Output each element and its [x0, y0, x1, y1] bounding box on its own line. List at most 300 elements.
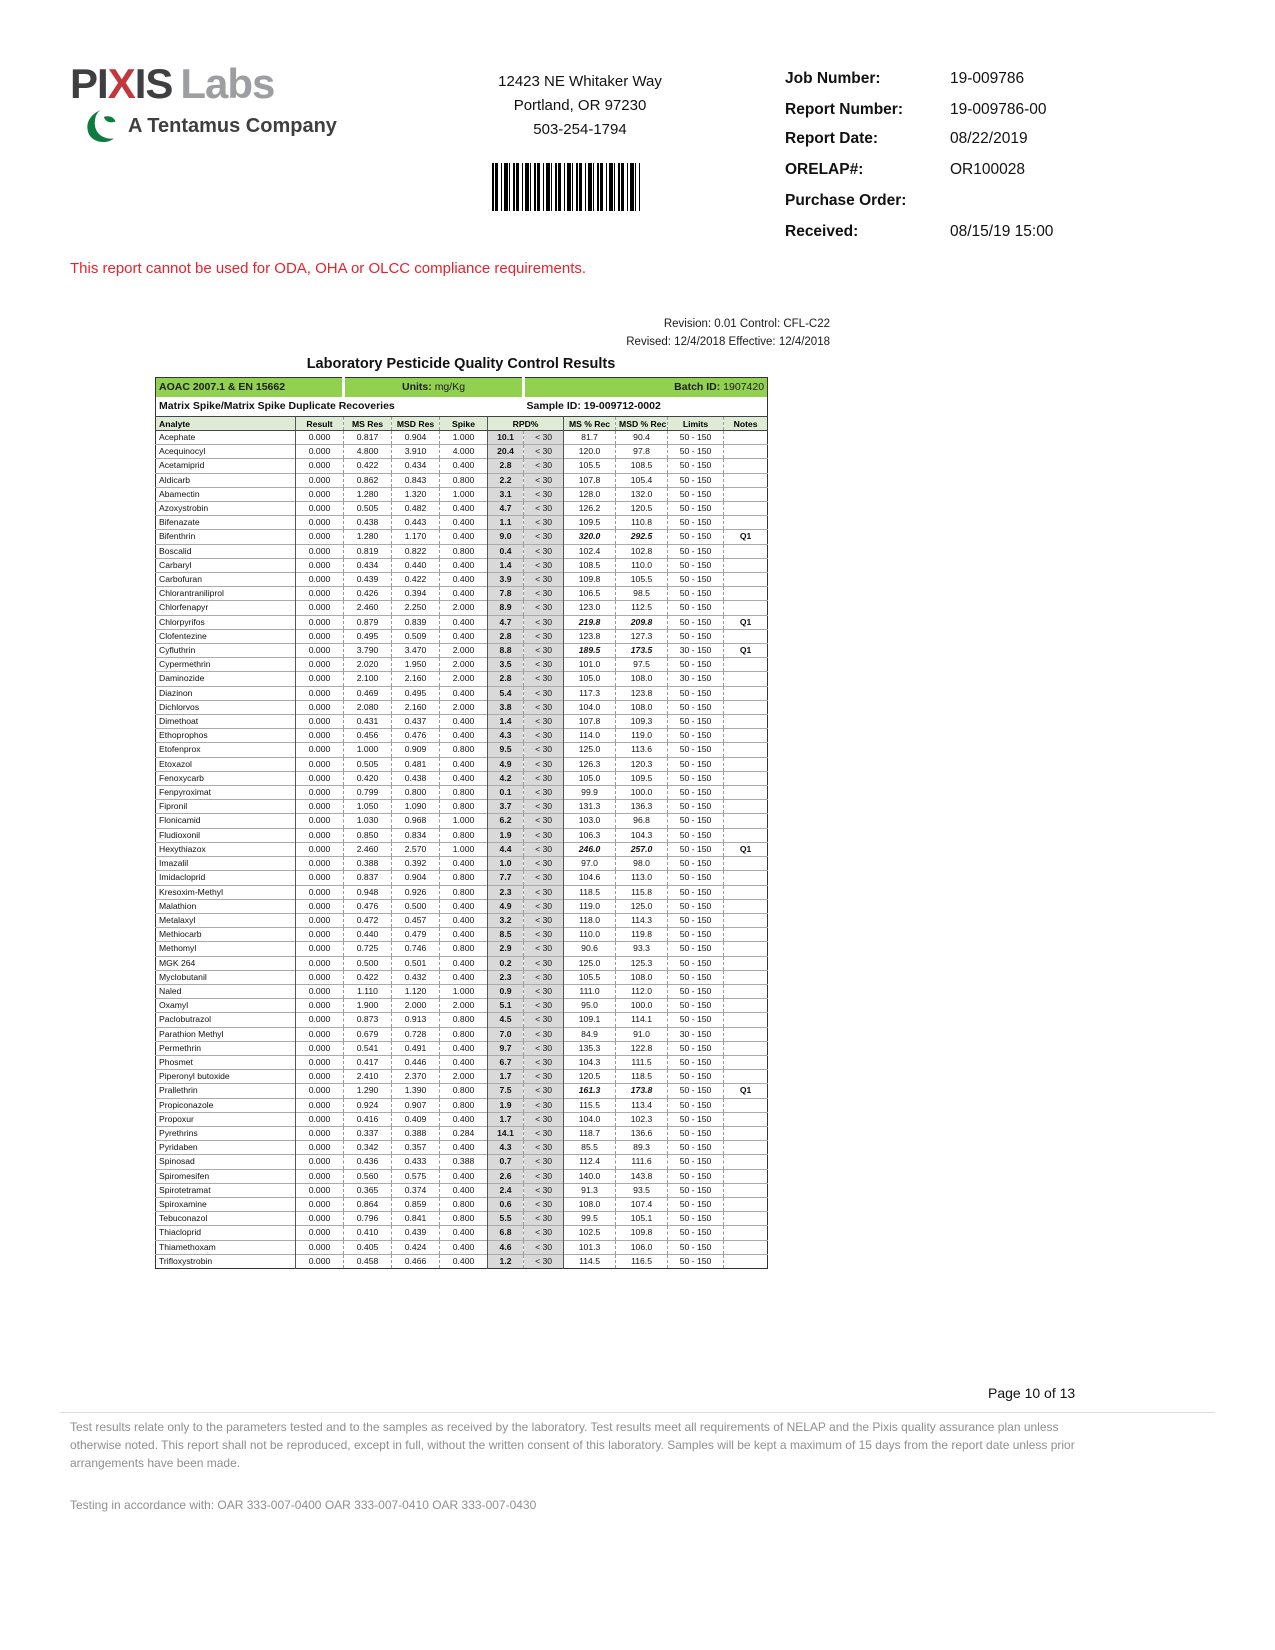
msd-res-cell: 3.910	[392, 445, 440, 459]
table-green-bar	[156, 378, 768, 397]
spike-cell: 0.800	[440, 800, 488, 814]
notes-cell	[724, 1112, 768, 1126]
result-cell: 0.000	[296, 729, 344, 743]
col-analyte: Analyte	[156, 417, 296, 431]
limits-cell: 50 - 150	[668, 800, 724, 814]
result-cell: 0.000	[296, 573, 344, 587]
rpd-cell: 4.3	[488, 729, 524, 743]
orelap-value: OR100028	[950, 161, 1025, 178]
ms-rec-cell: 118.0	[564, 913, 616, 927]
msd-res-cell: 0.374	[392, 1183, 440, 1197]
result-cell: 0.000	[296, 1155, 344, 1169]
ms-res-cell: 1.900	[344, 999, 392, 1013]
ms-res-cell: 0.469	[344, 686, 392, 700]
result-cell: 0.000	[296, 970, 344, 984]
ms-rec-cell: 105.0	[564, 771, 616, 785]
analyte-cell: Hexythiazox	[156, 842, 296, 856]
analyte-cell: Cypermethrin	[156, 658, 296, 672]
msd-res-cell: 0.909	[392, 743, 440, 757]
limits-cell: 50 - 150	[668, 871, 724, 885]
ms-rec-cell: 140.0	[564, 1169, 616, 1183]
result-cell: 0.000	[296, 686, 344, 700]
notes-cell	[724, 871, 768, 885]
msd-res-cell: 0.479	[392, 928, 440, 942]
table-row	[156, 828, 768, 842]
result-cell: 0.000	[296, 1070, 344, 1084]
msd-res-cell: 0.495	[392, 686, 440, 700]
notes-cell	[724, 473, 768, 487]
table-row	[156, 445, 768, 459]
rpd-cell: 8.5	[488, 928, 524, 942]
rpd-cell: 1.9	[488, 1098, 524, 1112]
table-row	[156, 530, 768, 544]
msd-res-cell: 0.839	[392, 615, 440, 629]
table-title: Laboratory Pesticide Quality Control Results	[306, 356, 616, 372]
spike-cell: 0.400	[440, 1055, 488, 1069]
ms-rec-cell: 120.0	[564, 445, 616, 459]
rpd-limit-cell: < 30	[524, 771, 564, 785]
result-cell: 0.000	[296, 644, 344, 658]
logo-wordmark	[70, 62, 337, 106]
rpd-limit-cell: < 30	[524, 1084, 564, 1098]
limits-cell: 50 - 150	[668, 757, 724, 771]
ms-res-cell: 1.280	[344, 487, 392, 501]
msd-rec-cell: 110.8	[616, 516, 668, 530]
msd-rec-cell: 97.8	[616, 445, 668, 459]
result-cell: 0.000	[296, 1183, 344, 1197]
result-cell: 0.000	[296, 1013, 344, 1027]
limits-cell: 50 - 150	[668, 729, 724, 743]
msd-rec-cell: 173.8	[616, 1084, 668, 1098]
rpd-cell: 2.8	[488, 629, 524, 643]
ms-rec-cell: 95.0	[564, 999, 616, 1013]
msd-rec-cell: 109.5	[616, 771, 668, 785]
rpd-limit-cell: < 30	[524, 672, 564, 686]
analyte-cell: Piperonyl butoxide	[156, 1070, 296, 1084]
analyte-cell: Oxamyl	[156, 999, 296, 1013]
ms-res-cell: 0.438	[344, 516, 392, 530]
spike-cell: 0.800	[440, 828, 488, 842]
limits-cell: 50 - 150	[668, 502, 724, 516]
rpd-cell: 4.7	[488, 502, 524, 516]
msd-res-cell: 2.570	[392, 842, 440, 856]
spike-cell: 0.284	[440, 1126, 488, 1140]
notes-cell	[724, 885, 768, 899]
ms-res-cell: 0.434	[344, 558, 392, 572]
ms-rec-cell: 101.3	[564, 1240, 616, 1254]
report-number-row	[785, 101, 1115, 119]
received-value: 08/15/19 15:00	[950, 223, 1054, 240]
result-cell: 0.000	[296, 601, 344, 615]
msd-rec-cell: 93.5	[616, 1183, 668, 1197]
analyte-cell: Metalaxyl	[156, 913, 296, 927]
table-row	[156, 516, 768, 530]
units-cell	[344, 378, 524, 397]
msd-res-cell: 0.500	[392, 899, 440, 913]
msd-rec-cell: 114.1	[616, 1013, 668, 1027]
ms-rec-cell: 114.5	[564, 1254, 616, 1268]
ms-res-cell: 0.431	[344, 715, 392, 729]
msd-rec-cell: 108.5	[616, 459, 668, 473]
limits-cell: 50 - 150	[668, 459, 724, 473]
msd-res-cell: 0.481	[392, 757, 440, 771]
rpd-limit-cell: < 30	[524, 1013, 564, 1027]
report-date-label: Report Date:	[785, 130, 879, 147]
ms-rec-cell: 189.5	[564, 644, 616, 658]
rpd-cell: 5.1	[488, 999, 524, 1013]
ms-rec-cell: 106.3	[564, 828, 616, 842]
msd-rec-cell: 109.8	[616, 1226, 668, 1240]
ms-res-cell: 3.790	[344, 644, 392, 658]
job-info-block	[785, 70, 1115, 252]
ms-res-cell: 0.439	[344, 573, 392, 587]
msd-res-cell: 0.926	[392, 885, 440, 899]
ms-res-cell: 0.456	[344, 729, 392, 743]
ms-rec-cell: 161.3	[564, 1084, 616, 1098]
table-row	[156, 743, 768, 757]
table-row	[156, 913, 768, 927]
address-line-2: Portland, OR 97230	[513, 97, 647, 114]
ms-rec-cell: 84.9	[564, 1027, 616, 1041]
msd-rec-cell: 104.3	[616, 828, 668, 842]
spike-cell: 0.400	[440, 686, 488, 700]
table-row	[156, 573, 768, 587]
msd-res-cell: 2.370	[392, 1070, 440, 1084]
msd-res-cell: 1.120	[392, 984, 440, 998]
ms-res-cell: 0.365	[344, 1183, 392, 1197]
analyte-cell: Clofentezine	[156, 629, 296, 643]
ms-res-cell: 0.337	[344, 1126, 392, 1140]
msd-res-cell: 0.746	[392, 942, 440, 956]
table-row	[156, 1183, 768, 1197]
ms-res-cell: 0.796	[344, 1212, 392, 1226]
rpd-cell: 1.7	[488, 1070, 524, 1084]
limits-cell: 50 - 150	[668, 814, 724, 828]
rpd-limit-cell: < 30	[524, 871, 564, 885]
rpd-cell: 0.7	[488, 1155, 524, 1169]
ms-rec-cell: 105.5	[564, 459, 616, 473]
ms-rec-cell: 90.6	[564, 942, 616, 956]
analyte-cell: Thiamethoxam	[156, 1240, 296, 1254]
spike-cell: 1.000	[440, 842, 488, 856]
analyte-cell: Diazinon	[156, 686, 296, 700]
msd-rec-cell: 113.4	[616, 1098, 668, 1112]
rpd-cell: 10.1	[488, 431, 524, 445]
table-row	[156, 942, 768, 956]
analyte-cell: Fenoxycarb	[156, 771, 296, 785]
ms-res-cell: 0.873	[344, 1013, 392, 1027]
rpd-limit-cell: < 30	[524, 1226, 564, 1240]
table-row	[156, 601, 768, 615]
pixis-labs-logo	[70, 62, 337, 144]
limits-cell: 50 - 150	[668, 1197, 724, 1211]
analyte-cell: Spiromesifen	[156, 1169, 296, 1183]
ms-rec-cell: 123.8	[564, 629, 616, 643]
limits-cell: 50 - 150	[668, 473, 724, 487]
notes-cell	[724, 757, 768, 771]
table-row	[156, 1055, 768, 1069]
received-row	[785, 223, 1115, 241]
rpd-limit-cell: < 30	[524, 530, 564, 544]
table-row	[156, 686, 768, 700]
rpd-cell: 4.9	[488, 899, 524, 913]
rpd-cell: 6.7	[488, 1055, 524, 1069]
ms-res-cell: 1.050	[344, 800, 392, 814]
table-row	[156, 928, 768, 942]
msd-rec-cell: 93.3	[616, 942, 668, 956]
msd-res-cell: 0.424	[392, 1240, 440, 1254]
analyte-cell: Acetamiprid	[156, 459, 296, 473]
analyte-cell: Prallethrin	[156, 1084, 296, 1098]
rpd-limit-cell: < 30	[524, 757, 564, 771]
analyte-cell: Spirotetramat	[156, 1183, 296, 1197]
rpd-limit-cell: < 30	[524, 956, 564, 970]
result-cell: 0.000	[296, 1027, 344, 1041]
spike-cell: 2.000	[440, 601, 488, 615]
limits-cell: 50 - 150	[668, 629, 724, 643]
msd-rec-cell: 118.5	[616, 1070, 668, 1084]
job-number-label: Job Number:	[785, 70, 881, 87]
spike-cell: 0.800	[440, 1013, 488, 1027]
ms-rec-cell: 107.8	[564, 473, 616, 487]
spike-cell: 0.400	[440, 1169, 488, 1183]
ms-rec-cell: 125.0	[564, 956, 616, 970]
rpd-cell: 2.2	[488, 473, 524, 487]
msd-rec-cell: 125.0	[616, 899, 668, 913]
result-cell: 0.000	[296, 743, 344, 757]
notes-cell	[724, 686, 768, 700]
ms-res-cell: 0.679	[344, 1027, 392, 1041]
rpd-cell: 2.3	[488, 885, 524, 899]
table-row	[156, 984, 768, 998]
msd-res-cell: 0.482	[392, 502, 440, 516]
table-row	[156, 757, 768, 771]
limits-cell: 50 - 150	[668, 999, 724, 1013]
msd-res-cell: 0.394	[392, 587, 440, 601]
rpd-cell: 1.4	[488, 715, 524, 729]
rpd-limit-cell: < 30	[524, 445, 564, 459]
spike-cell: 0.800	[440, 743, 488, 757]
rpd-cell: 2.3	[488, 970, 524, 984]
revision-block	[430, 315, 830, 351]
analyte-cell: Methiocarb	[156, 928, 296, 942]
table-row	[156, 1169, 768, 1183]
msd-rec-cell: 90.4	[616, 431, 668, 445]
notes-cell	[724, 1197, 768, 1211]
ms-res-cell: 0.725	[344, 942, 392, 956]
result-cell: 0.000	[296, 956, 344, 970]
msd-res-cell: 0.913	[392, 1013, 440, 1027]
notes-cell	[724, 942, 768, 956]
rpd-cell: 6.8	[488, 1226, 524, 1240]
rpd-cell: 4.9	[488, 757, 524, 771]
result-cell: 0.000	[296, 786, 344, 800]
result-cell: 0.000	[296, 1197, 344, 1211]
rpd-cell: 9.5	[488, 743, 524, 757]
limits-cell: 30 - 150	[668, 672, 724, 686]
ms-res-cell: 0.422	[344, 970, 392, 984]
rpd-limit-cell: < 30	[524, 1240, 564, 1254]
msd-rec-cell: 119.0	[616, 729, 668, 743]
notes-cell	[724, 573, 768, 587]
analyte-cell: Phosmet	[156, 1055, 296, 1069]
analyte-cell: Cyfluthrin	[156, 644, 296, 658]
table-row	[156, 672, 768, 686]
ms-rec-cell: 102.5	[564, 1226, 616, 1240]
ms-res-cell: 0.417	[344, 1055, 392, 1069]
table-row	[156, 658, 768, 672]
spike-cell: 0.400	[440, 1183, 488, 1197]
msd-rec-cell: 105.5	[616, 573, 668, 587]
result-cell: 0.000	[296, 814, 344, 828]
spike-cell: 2.000	[440, 644, 488, 658]
limits-cell: 50 - 150	[668, 913, 724, 927]
notes-cell	[724, 899, 768, 913]
result-cell: 0.000	[296, 715, 344, 729]
result-cell: 0.000	[296, 899, 344, 913]
msd-res-cell: 0.388	[392, 1126, 440, 1140]
msd-rec-cell: 112.0	[616, 984, 668, 998]
msd-rec-cell: 108.0	[616, 672, 668, 686]
result-cell: 0.000	[296, 615, 344, 629]
rpd-limit-cell: < 30	[524, 700, 564, 714]
ms-rec-cell: 99.9	[564, 786, 616, 800]
ms-rec-cell: 109.5	[564, 516, 616, 530]
spike-cell: 0.400	[440, 913, 488, 927]
report-date-value: 08/22/2019	[950, 130, 1028, 147]
table-row	[156, 729, 768, 743]
msd-res-cell: 0.392	[392, 857, 440, 871]
notes-cell	[724, 445, 768, 459]
spike-cell: 2.000	[440, 658, 488, 672]
notes-cell: Q1	[724, 1084, 768, 1098]
msd-res-cell: 0.438	[392, 771, 440, 785]
result-cell: 0.000	[296, 473, 344, 487]
rpd-cell: 0.2	[488, 956, 524, 970]
table-row	[156, 1027, 768, 1041]
table-row	[156, 459, 768, 473]
table-row	[156, 473, 768, 487]
received-label: Received:	[785, 223, 859, 240]
rpd-limit-cell: < 30	[524, 502, 564, 516]
result-cell: 0.000	[296, 999, 344, 1013]
msd-res-cell: 0.822	[392, 544, 440, 558]
spike-cell: 0.400	[440, 530, 488, 544]
spike-cell: 0.400	[440, 1141, 488, 1155]
rpd-limit-cell: < 30	[524, 1183, 564, 1197]
notes-cell	[724, 658, 768, 672]
msd-rec-cell: 120.5	[616, 502, 668, 516]
notes-cell	[724, 771, 768, 785]
limits-cell: 50 - 150	[668, 1041, 724, 1055]
spike-cell: 0.400	[440, 615, 488, 629]
msd-res-cell: 0.907	[392, 1098, 440, 1112]
analyte-cell: Thiacloprid	[156, 1226, 296, 1240]
spike-cell: 1.000	[440, 431, 488, 445]
notes-cell	[724, 1240, 768, 1254]
rpd-cell: 1.2	[488, 1254, 524, 1268]
table-row	[156, 715, 768, 729]
result-cell: 0.000	[296, 1112, 344, 1126]
notes-cell	[724, 1041, 768, 1055]
ms-rec-cell: 320.0	[564, 530, 616, 544]
limits-cell: 50 - 150	[668, 928, 724, 942]
rpd-cell: 9.7	[488, 1041, 524, 1055]
table-row	[156, 871, 768, 885]
ms-rec-cell: 246.0	[564, 842, 616, 856]
rpd-cell: 0.1	[488, 786, 524, 800]
analyte-cell: Chlorantraniliprol	[156, 587, 296, 601]
result-cell: 0.000	[296, 1226, 344, 1240]
notes-cell	[724, 1055, 768, 1069]
spike-cell: 0.800	[440, 1098, 488, 1112]
limits-cell: 50 - 150	[668, 984, 724, 998]
analyte-cell: Abamectin	[156, 487, 296, 501]
notes-cell	[724, 1141, 768, 1155]
msd-rec-cell: 100.0	[616, 786, 668, 800]
ms-rec-cell: 102.4	[564, 544, 616, 558]
result-cell: 0.000	[296, 1055, 344, 1069]
rpd-cell: 2.4	[488, 1183, 524, 1197]
rpd-limit-cell: < 30	[524, 431, 564, 445]
rpd-cell: 4.2	[488, 771, 524, 785]
limits-cell: 50 - 150	[668, 786, 724, 800]
msd-res-cell: 2.160	[392, 700, 440, 714]
table-row	[156, 1013, 768, 1027]
result-cell: 0.000	[296, 487, 344, 501]
col-limits: Limits	[668, 417, 724, 431]
rpd-cell: 3.9	[488, 573, 524, 587]
table-row	[156, 615, 768, 629]
limits-cell: 50 - 150	[668, 970, 724, 984]
table-row	[156, 1155, 768, 1169]
limits-cell: 50 - 150	[668, 544, 724, 558]
rpd-limit-cell: < 30	[524, 587, 564, 601]
spike-cell: 0.400	[440, 729, 488, 743]
analyte-cell: Boscalid	[156, 544, 296, 558]
rpd-cell: 3.8	[488, 700, 524, 714]
table-row	[156, 771, 768, 785]
result-cell: 0.000	[296, 1240, 344, 1254]
ms-res-cell: 1.290	[344, 1084, 392, 1098]
notes-cell	[724, 928, 768, 942]
orelap-row	[785, 161, 1115, 179]
limits-cell: 50 - 150	[668, 587, 724, 601]
result-cell: 0.000	[296, 516, 344, 530]
sample-id-value: 19-009712-0002	[583, 400, 661, 413]
notes-cell	[724, 1126, 768, 1140]
msd-rec-cell: 136.3	[616, 800, 668, 814]
analyte-cell: MGK 264	[156, 956, 296, 970]
ms-res-cell: 0.342	[344, 1141, 392, 1155]
limits-cell: 50 - 150	[668, 700, 724, 714]
msd-res-cell: 0.434	[392, 459, 440, 473]
spike-cell: 0.400	[440, 1240, 488, 1254]
ms-rec-cell: 123.0	[564, 601, 616, 615]
rpd-cell: 0.4	[488, 544, 524, 558]
analyte-cell: Acephate	[156, 431, 296, 445]
ms-rec-cell: 126.2	[564, 502, 616, 516]
ms-rec-cell: 104.3	[564, 1055, 616, 1069]
ms-res-cell: 0.388	[344, 857, 392, 871]
table-row	[156, 899, 768, 913]
analyte-cell: Etoxazol	[156, 757, 296, 771]
table-row	[156, 1197, 768, 1211]
msd-res-cell: 0.509	[392, 629, 440, 643]
spike-cell: 0.800	[440, 885, 488, 899]
result-cell: 0.000	[296, 459, 344, 473]
table-row	[156, 1212, 768, 1226]
